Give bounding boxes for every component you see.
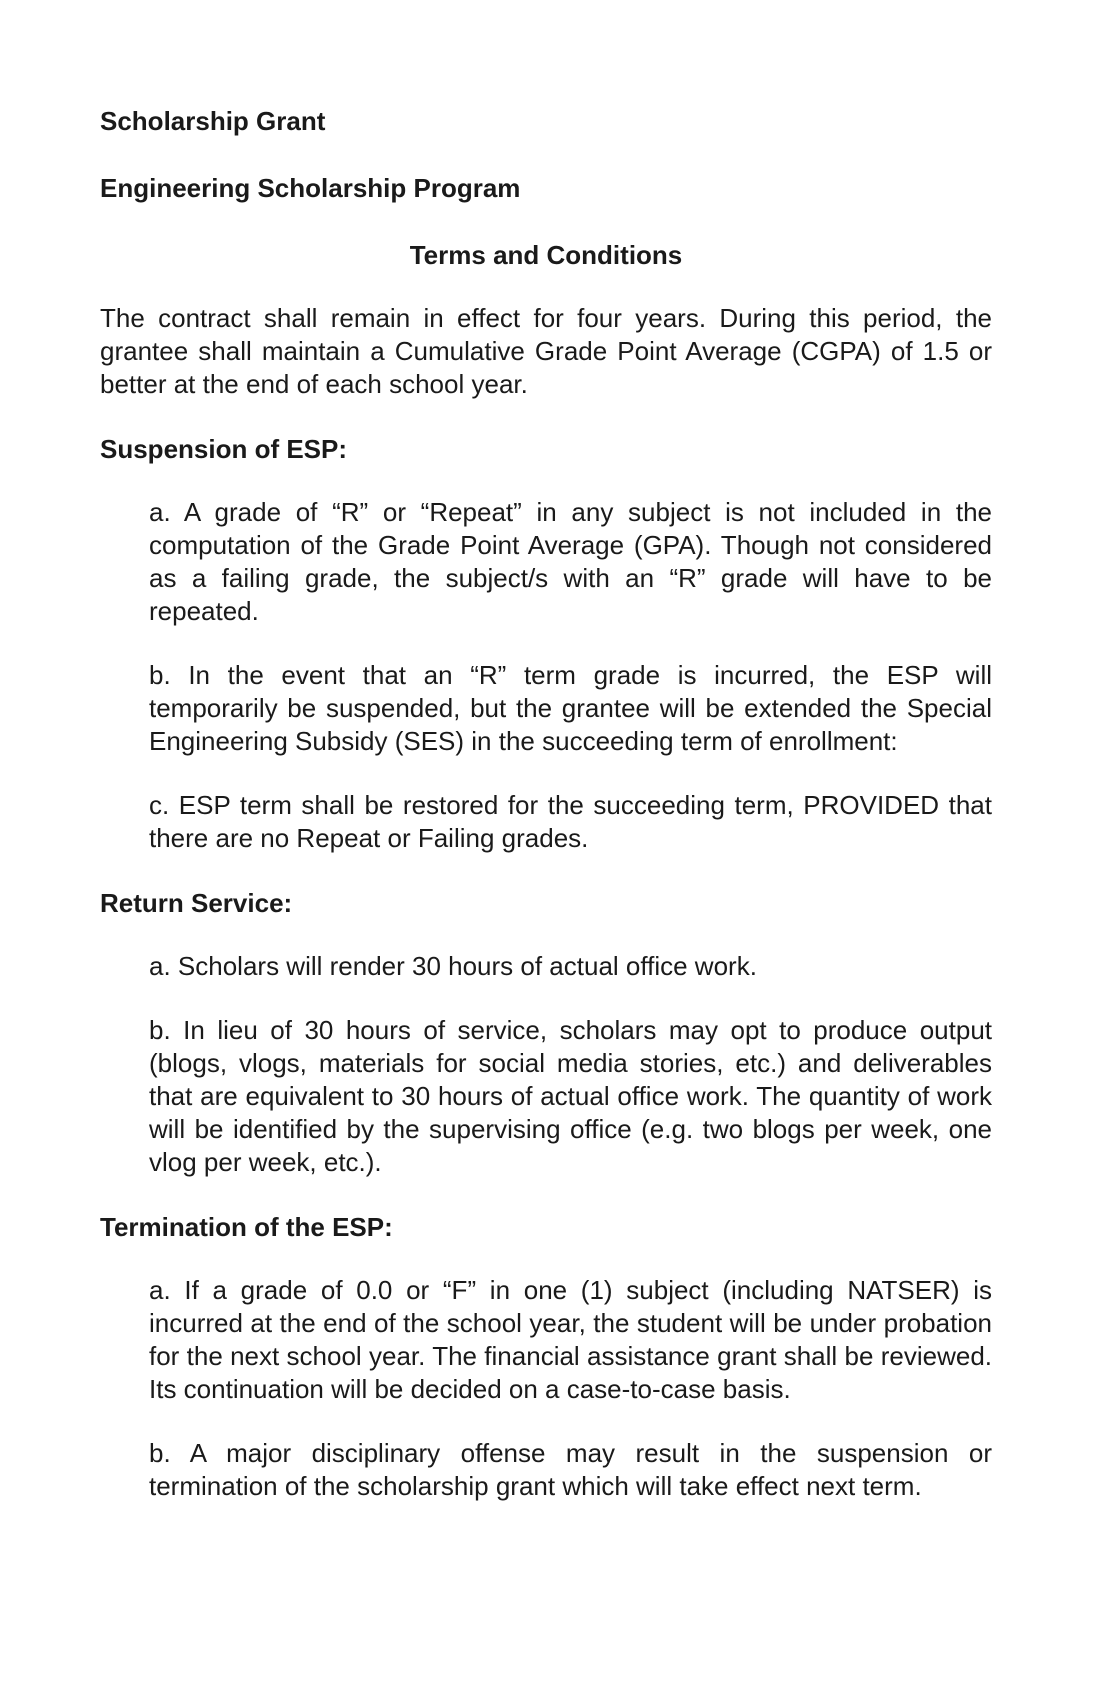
list-item: c. ESP term shall be restored for the succeeding term, PROVIDED that there are no Repeat or Failing grades. [149,790,992,853]
section-suspension [100,432,992,855]
section-heading: Suspension of ESP: [100,434,348,464]
document-title: Scholarship Grant [100,106,326,136]
section-return-service [100,886,992,1179]
section-heading: Termination of the ESP: [100,1212,393,1242]
section-heading: Return Service: [100,888,293,918]
terms-heading: Terms and Conditions [409,240,683,270]
list-item: a. Scholars will render 30 hours of actual office work. [149,951,757,981]
list-item: a. If a grade of 0.0 or “F” in one (1) subject (including NATSER) is incurred at the end of the school year, the student will be under probation for the next school year. The financial assistance grant shall be reviewed. Its continuation will be decided on a case-to-case basis. [149,1275,992,1404]
list-item: b. In lieu of 30 hours of service, scholars may opt to produce output (blogs, vlogs, materials for social media stories, etc.) and deliverables that are equivalent to 30 hours of actual office work. The quantity of work will be identified by the supervising office (e.g. two blogs per week, one vlog per week, etc.). [149,1015,992,1177]
list-item: b. A major disciplinary offense may result in the suspension or termination of the scholarship grant which will take effect next term. [149,1438,992,1501]
list-item: a. A grade of “R” or “Repeat” in any subject is not included in the computation of the Grade Point Average (GPA). Though not considered as a failing grade, the subject/s with an “R” grade will have to be repeated. [149,497,992,626]
list-item: b. In the event that an “R” term grade is incurred, the ESP will temporarily be suspended, but the grantee will be extended the Special Engineering Subsidy (SES) in the succeeding term of enrollment: [149,660,992,756]
intro-paragraph: The contract shall remain in effect for four years. During this period, the grantee shall maintain a Cumulative Grade Point Average (CGPA) of 1.5 or better at the end of each school year. [100,303,992,399]
program-name: Engineering Scholarship Program [100,173,521,203]
section-termination [100,1210,992,1503]
